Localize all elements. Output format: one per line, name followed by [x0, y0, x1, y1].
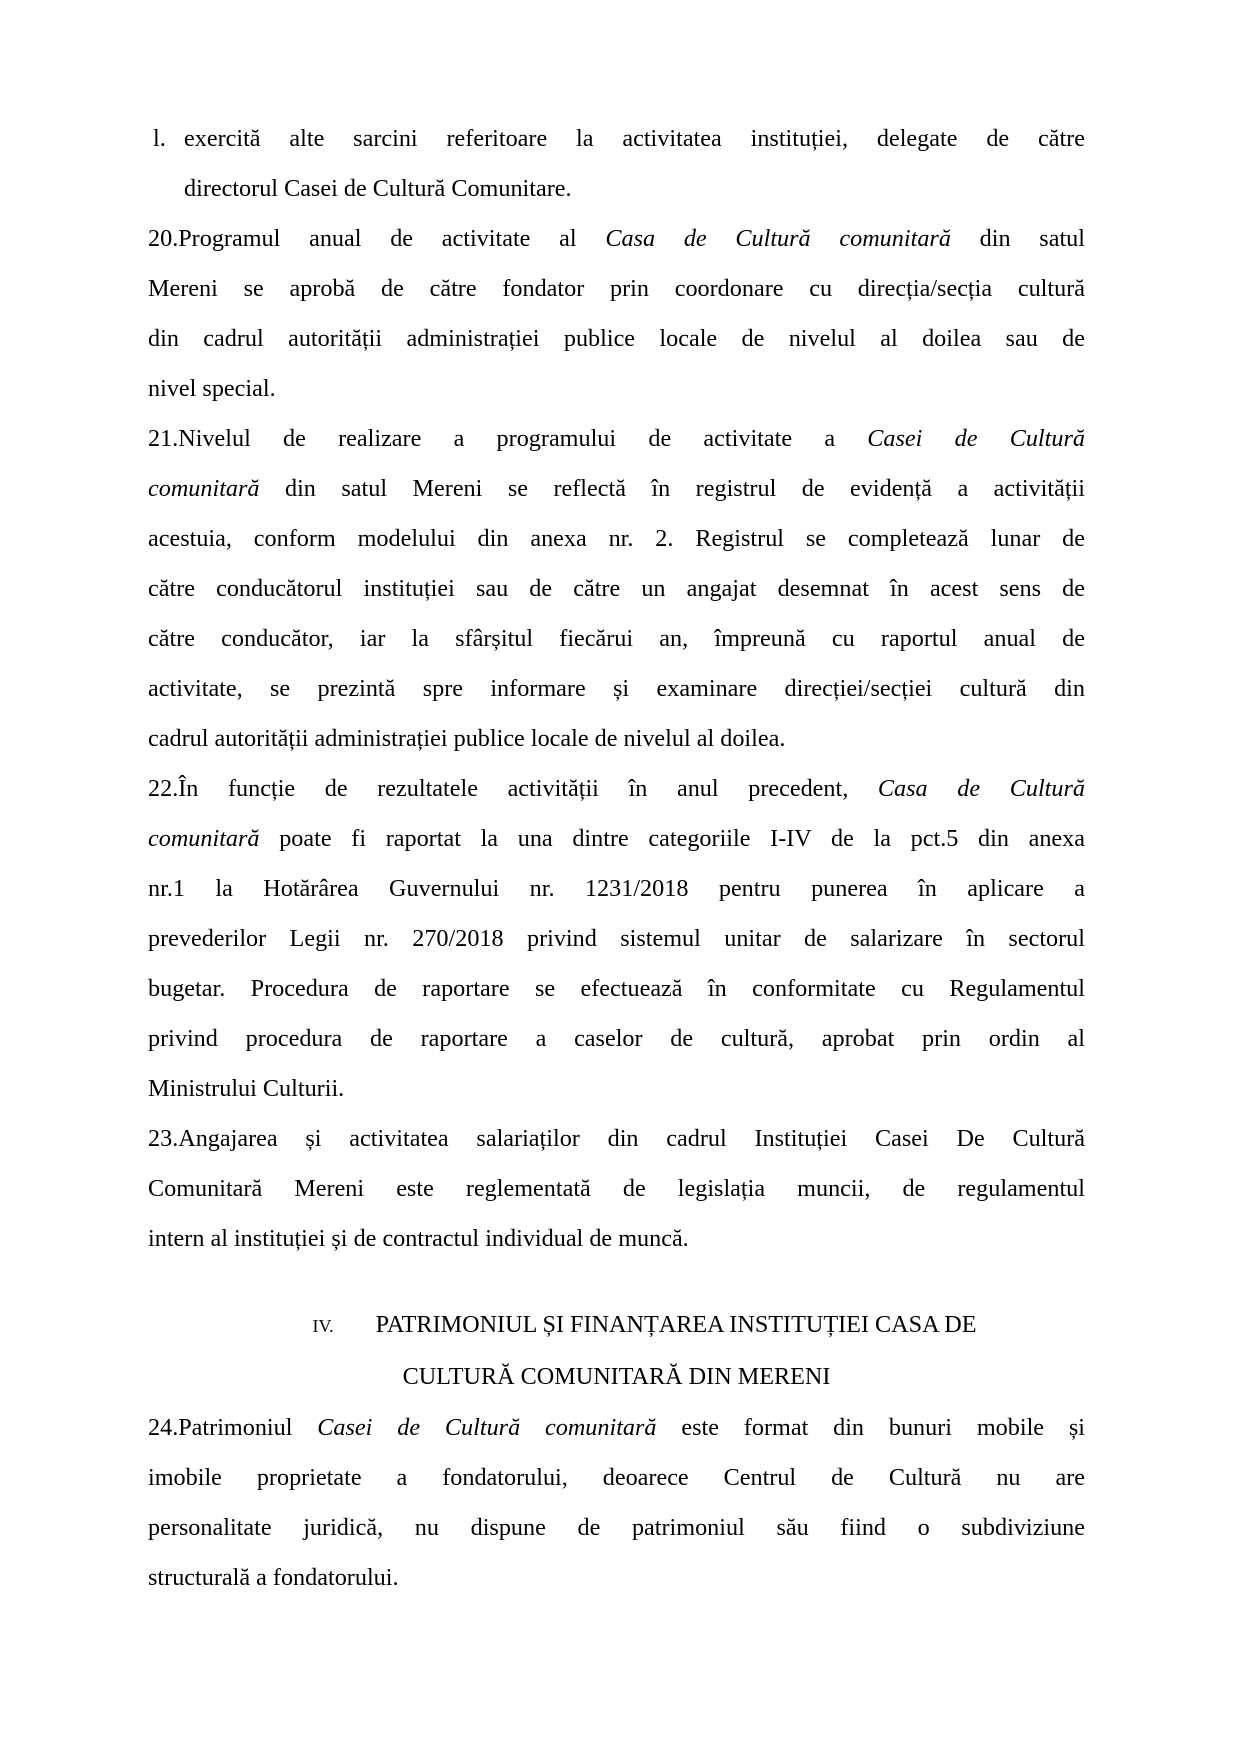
- text-line: [148, 914, 1085, 964]
- text-line: [148, 364, 1085, 414]
- text-segment: 20.Programul anual de activitate al: [148, 225, 606, 252]
- numbered-paragraph: [148, 1403, 1085, 1603]
- text-segment: din cadrul autorității administrației publice locale de nivelul al doilea sau de: [148, 325, 1085, 352]
- text-segment: Ministrului Culturii.: [148, 1075, 345, 1102]
- text-segment: directorul Casei de Cultură Comunitare.: [184, 175, 572, 202]
- numbered-paragraph: [148, 764, 1085, 1114]
- text-segment: nivel special.: [148, 375, 276, 402]
- text-segment: 22.În funcție de rezultatele activității în anul precedent,: [148, 775, 878, 802]
- text-line: [148, 1214, 1085, 1264]
- text-segment: 23.Angajarea și activitatea salariaților din cadrul Instituției Casei De Cultură: [148, 1125, 1085, 1152]
- text-line: [148, 1403, 1085, 1453]
- text-line: [148, 314, 1085, 364]
- italic-text-segment: Casa de Cultură comunitară: [605, 225, 951, 252]
- text-segment: Mereni se aprobă de către fondator prin coordonare cu direcția/secția cultură: [148, 275, 1085, 302]
- numbered-paragraph: [148, 414, 1085, 764]
- document-body-bottom: [148, 1403, 1085, 1603]
- text-line: [148, 1114, 1085, 1164]
- document-content: [148, 114, 1085, 1603]
- text-line: [148, 1014, 1085, 1064]
- text-segment: cadrul autorității administrației publice locale de nivelul al doilea.: [148, 725, 786, 752]
- text-segment: activitate, se prezintă spre informare și examinare direcției/secției cultură din: [148, 675, 1085, 702]
- text-segment: exercită alte sarcini referitoare la activitatea instituției, delegate de către: [184, 125, 1085, 152]
- text-segment: nr.1 la Hotărârea Guvernului nr. 1231/2018 pentru punerea în aplicare a: [148, 875, 1085, 902]
- italic-text-segment: comunitară: [148, 825, 260, 852]
- text-line: [148, 514, 1085, 564]
- italic-text-segment: Casei de Cultură comunitară: [317, 1414, 657, 1441]
- text-segment: către conducătorul instituției sau de către un angajat desemnat în acest sens de: [148, 575, 1085, 602]
- text-segment: poate fi raportat la una dintre categoriile I-IV de la pct.5 din anexa: [259, 825, 1085, 852]
- section-heading: [148, 1299, 1085, 1403]
- text-segment: Comunitară Mereni este reglementată de legislația muncii, de regulamentul: [148, 1175, 1085, 1202]
- document-body-top: [148, 114, 1085, 1264]
- text-line: [148, 964, 1085, 1014]
- text-segment: personalitate juridică, nu dispune de patrimoniul său fiind o subdiviziune: [148, 1514, 1085, 1541]
- text-line: [148, 1164, 1085, 1214]
- text-segment: privind procedura de raportare a caselor de cultură, aprobat prin ordin al: [148, 1025, 1085, 1052]
- text-segment: structurală a fondatorului.: [148, 1564, 399, 1591]
- text-line: [148, 414, 1085, 464]
- italic-text-segment: Casa de Cultură: [877, 775, 1085, 802]
- heading-line-1: [148, 1299, 1085, 1351]
- heading-text-1: PATRIMONIUL ȘI FINANȚAREA INSTITUȚIEI CASA DE: [375, 1311, 977, 1338]
- text-line: [148, 1064, 1085, 1114]
- text-line: [148, 714, 1085, 764]
- text-line: [148, 1553, 1085, 1603]
- text-line: [184, 164, 1085, 214]
- text-segment: din satul: [950, 225, 1085, 252]
- text-line: [148, 864, 1085, 914]
- text-line: [148, 764, 1085, 814]
- text-segment: către conducător, iar la sfârșitul fiecărui an, împreună cu raportul anual de: [148, 625, 1085, 652]
- text-segment: imobile proprietate a fondatorului, deoarece Centrul de Cultură nu are: [148, 1464, 1085, 1491]
- list-marker: l.: [153, 125, 166, 152]
- italic-text-segment: Casei de Cultură: [867, 425, 1085, 452]
- heading-line-2: CULTURĂ COMUNITARĂ DIN MERENI: [402, 1363, 831, 1390]
- text-line: [148, 814, 1085, 864]
- list-item-paragraph: [148, 114, 1085, 214]
- text-line: [148, 1453, 1085, 1503]
- text-line: [148, 214, 1085, 264]
- text-segment: prevederilor Legii nr. 270/2018 privind sistemul unitar de salarizare în sectorul: [148, 925, 1085, 952]
- text-segment: 24.Patrimoniul: [148, 1414, 318, 1441]
- text-line: [148, 564, 1085, 614]
- text-segment: din satul Mereni se reflectă în registrul de evidență a activității: [259, 475, 1085, 502]
- text-line: [148, 464, 1085, 514]
- numbered-paragraph: [148, 214, 1085, 414]
- numbered-paragraph: [148, 1114, 1085, 1264]
- text-line: [184, 114, 1085, 164]
- text-segment: acestuia, conform modelului din anexa nr. 2. Registrul se completează lunar de: [148, 525, 1085, 552]
- italic-text-segment: comunitară: [148, 475, 260, 502]
- text-segment: bugetar. Procedura de raportare se efectuează în conformitate cu Regulamentul: [148, 975, 1085, 1002]
- text-segment: intern al instituției și de contractul individual de muncă.: [148, 1225, 689, 1252]
- text-line: [148, 614, 1085, 664]
- text-segment: este format din bunuri mobile și: [656, 1414, 1085, 1441]
- text-line: [148, 264, 1085, 314]
- text-line: [148, 664, 1085, 714]
- text-segment: 21.Nivelul de realizare a programului de activitate a: [148, 425, 868, 452]
- text-line: [148, 1503, 1085, 1553]
- heading-number: IV.: [312, 1316, 334, 1336]
